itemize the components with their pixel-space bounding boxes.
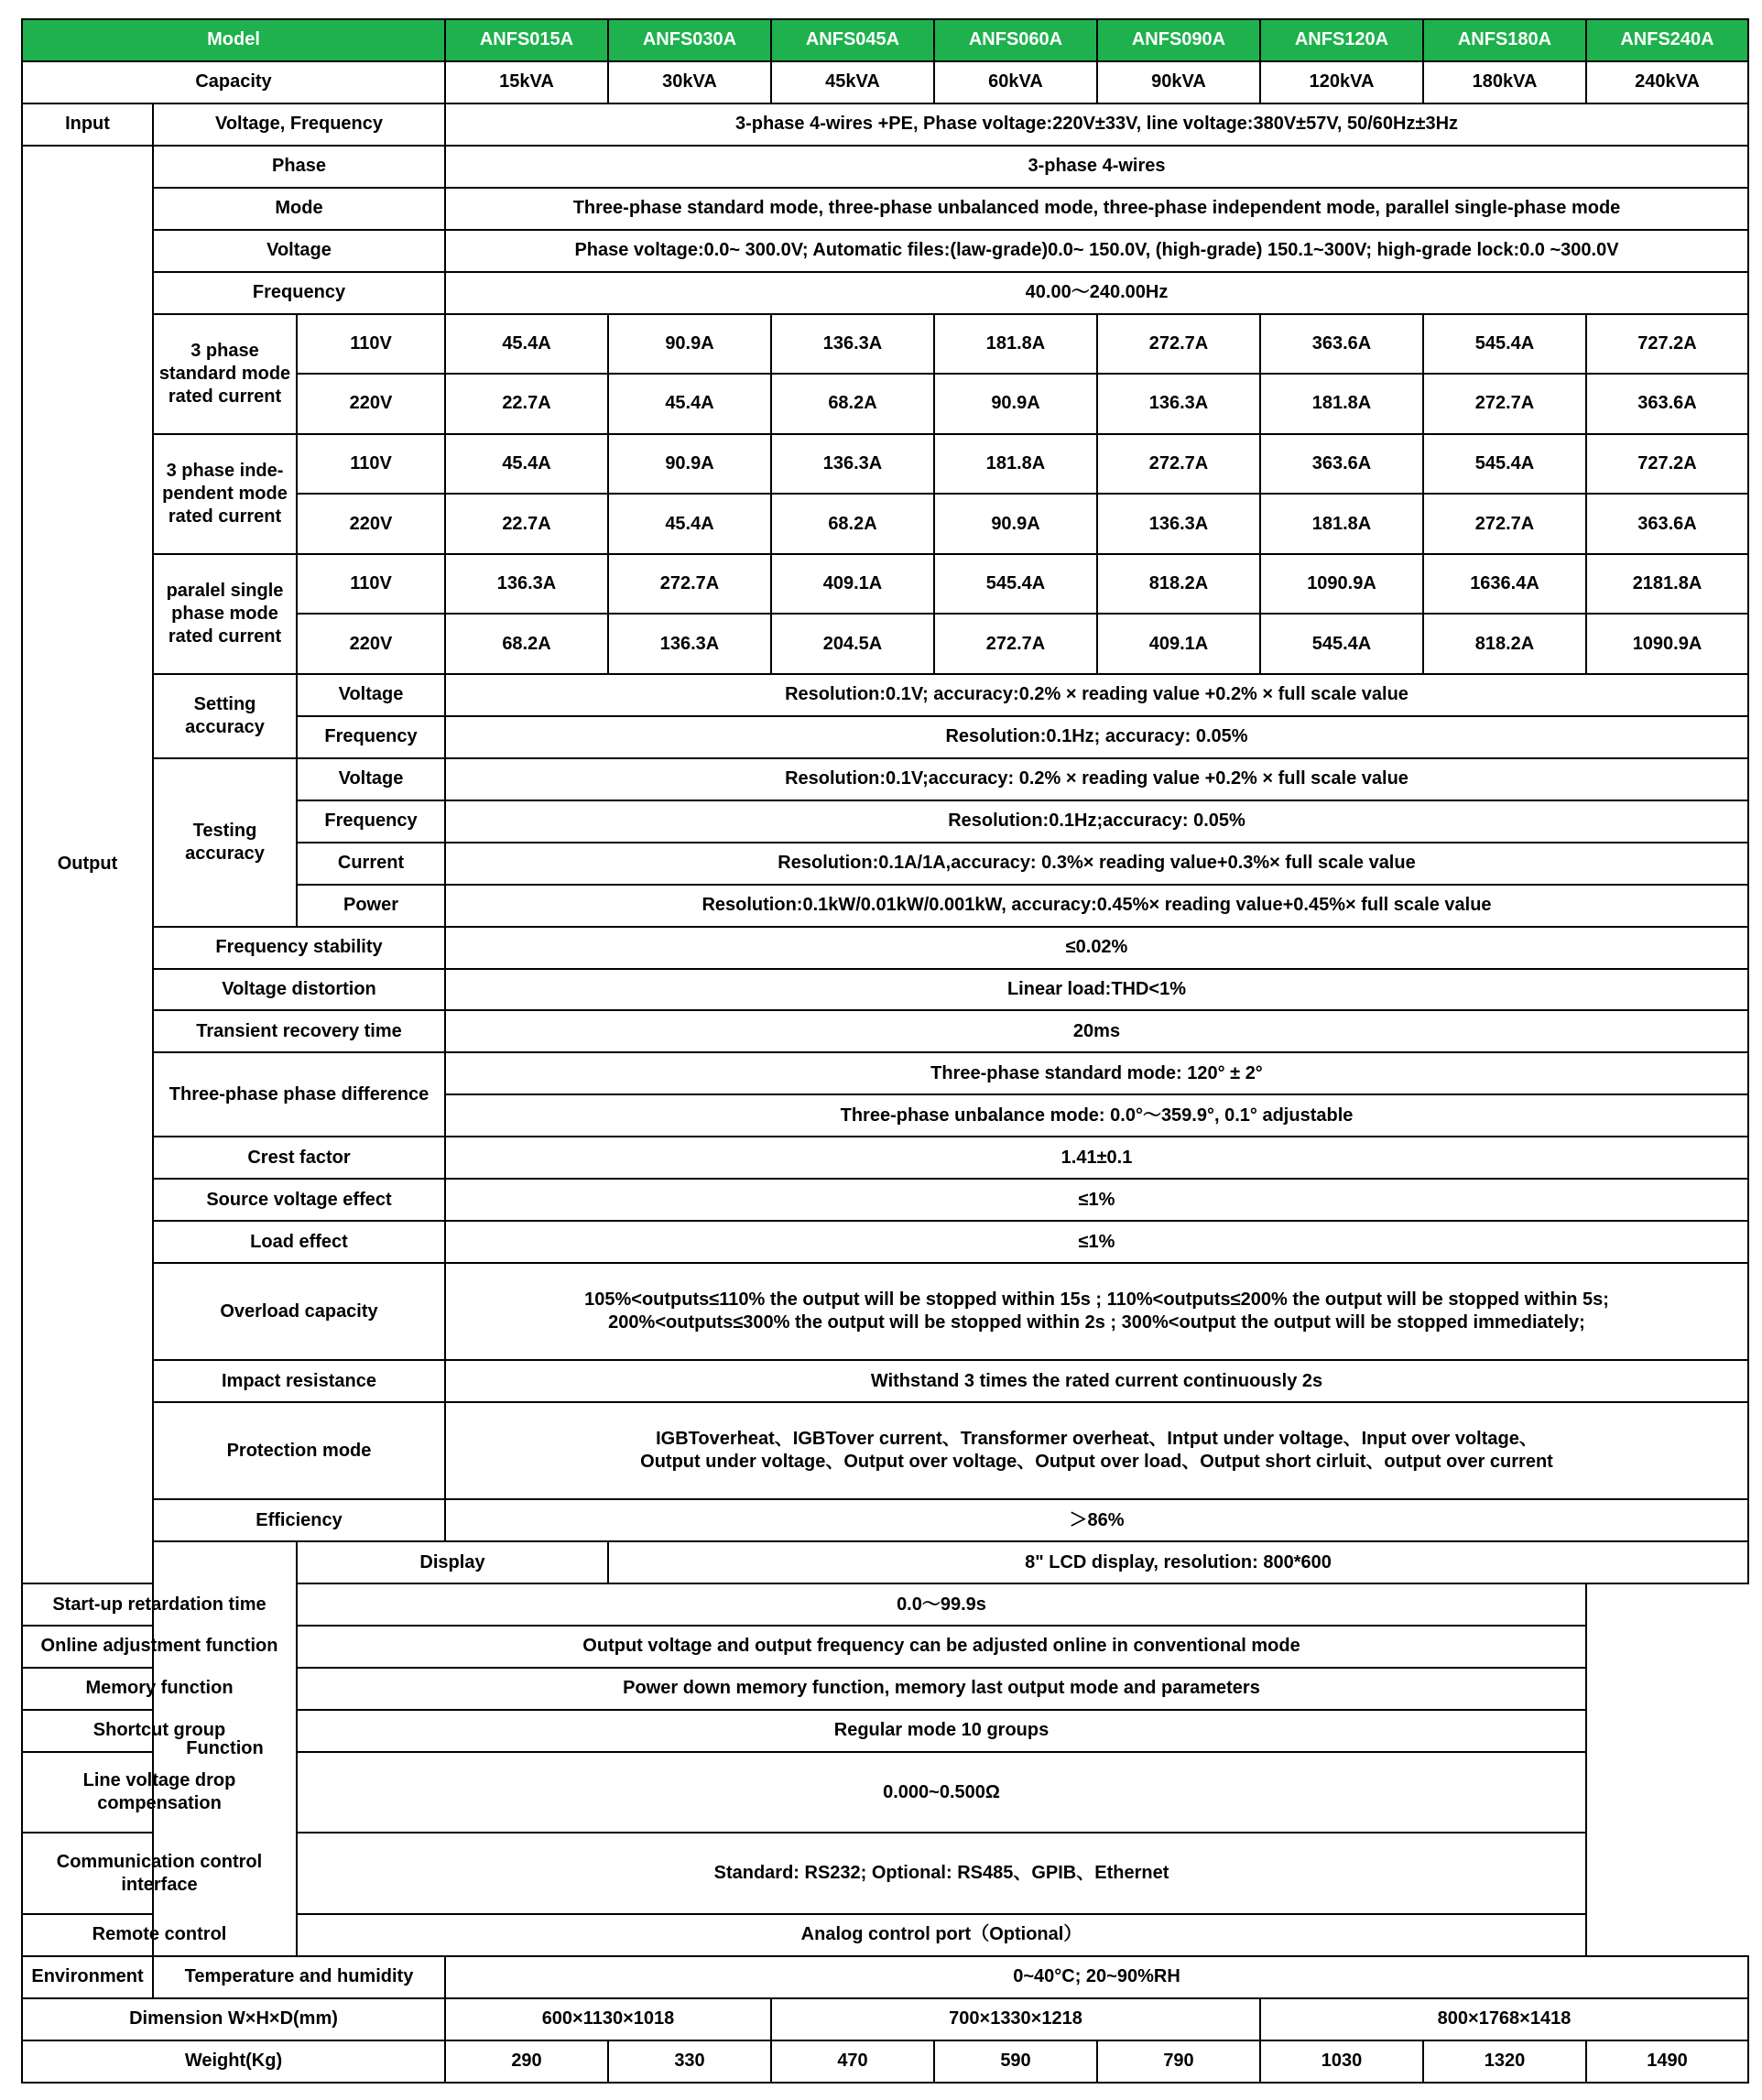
impact-resistance-label: Impact resistance (153, 1360, 445, 1402)
testing-frequency-value: Resolution:0.1Hz;accuracy: 0.05% (445, 800, 1748, 843)
protection-mode-value: IGBToverheat、IGBTover current、Transformer overheat、Intput under voltage、Input over voltage、 Output under voltage、Output over voltage、Output over load、Output short cirluit、output over current (445, 1402, 1748, 1499)
current-value: 409.1A (1097, 614, 1260, 674)
voltage-value: Phase voltage:0.0~ 300.0V; Automatic files:(law-grade)0.0~ 150.0V, (high-grade) 150.1~300V; high-grade lock:0.0 ~300.0V (445, 230, 1748, 272)
current-value: 90.9A (934, 494, 1097, 554)
weight-value: 790 (1097, 2040, 1260, 2083)
current-value: 545.4A (934, 554, 1097, 615)
testing-frequency-label: Frequency (297, 800, 445, 843)
temp-humidity-label: Temperature and humidity (153, 1956, 445, 1998)
line-drop-compensation-label: Line voltage drop compensation (22, 1752, 297, 1833)
dimension-value: 600×1130×1018 (445, 1998, 771, 2040)
dimension-label: Dimension W×H×D(mm) (22, 1998, 445, 2040)
memory-function-value: Power down memory function, memory last output mode and parameters (297, 1668, 1586, 1710)
current-value: 90.9A (608, 434, 771, 495)
voltage-label: Voltage (153, 230, 445, 272)
line-drop-compensation-value: 0.000~0.500Ω (297, 1752, 1586, 1833)
output-voltage-row (22, 230, 1748, 272)
parallel-mode-current-label: paralel single phase mode rated current (153, 554, 297, 674)
frequency-stability-value: ≤0.02% (445, 927, 1748, 969)
environment-section-label: Environment (22, 1956, 153, 1998)
memory-function-row (22, 1668, 1748, 1710)
current-value: 363.6A (1260, 314, 1423, 375)
efficiency-value: ＞86% (445, 1499, 1748, 1541)
spec-table (21, 18, 1749, 2084)
line-drop-compensation-row (22, 1752, 1748, 1833)
capacity-row (22, 61, 1748, 103)
testing-power-value: Resolution:0.1kW/0.01kW/0.001kW, accuracy:0.45%× reading value+0.45%× full scale value (445, 885, 1748, 927)
transient-recovery-label: Transient recovery time (153, 1010, 445, 1052)
mode-label: Mode (153, 188, 445, 230)
efficiency-label: Efficiency (153, 1499, 445, 1541)
weight-value: 1490 (1586, 2040, 1748, 2083)
weight-value: 470 (771, 2040, 934, 2083)
weight-row (22, 2040, 1748, 2083)
online-adjustment-row (22, 1626, 1748, 1668)
phase-difference-label: Three-phase phase difference (153, 1052, 445, 1137)
model-cell: ANFS045A (771, 19, 934, 61)
weight-value: 590 (934, 2040, 1097, 2083)
testing-voltage-label: Voltage (297, 758, 445, 800)
setting-voltage-label: Voltage (297, 674, 445, 716)
impact-resistance-row (22, 1360, 1748, 1402)
current-value: 22.7A (445, 494, 608, 554)
phase-label: Phase (153, 146, 445, 188)
transient-recovery-row (22, 1010, 1748, 1052)
display-value: 8" LCD display, resolution: 800*600 (608, 1541, 1748, 1583)
current-value: 272.7A (1097, 434, 1260, 495)
current-value: 136.3A (1097, 374, 1260, 434)
source-voltage-effect-label: Source voltage effect (153, 1179, 445, 1221)
voltage-level-label: 110V (297, 554, 445, 615)
current-value: 45.4A (445, 314, 608, 375)
current-value: 68.2A (771, 494, 934, 554)
frequency-stability-label: Frequency stability (153, 927, 445, 969)
current-value: 272.7A (1097, 314, 1260, 375)
voltage-distortion-value: Linear load:THD<1% (445, 969, 1748, 1011)
phase-difference-standard-row (22, 1052, 1748, 1094)
independent-110v-row (22, 434, 1748, 495)
current-value: 90.9A (934, 374, 1097, 434)
input-row (22, 103, 1748, 146)
current-value: 45.4A (608, 494, 771, 554)
dimension-row (22, 1998, 1748, 2040)
output-mode-row (22, 188, 1748, 230)
memory-function-label: Memory function (22, 1668, 297, 1710)
model-cell: ANFS090A (1097, 19, 1260, 61)
voltage-level-label: 220V (297, 374, 445, 434)
frequency-value: 40.00～240.00Hz (445, 272, 1748, 314)
weight-value: 290 (445, 2040, 608, 2083)
independent-mode-current-label: 3 phase inde- pendent mode rated current (153, 434, 297, 554)
current-value: 136.3A (608, 614, 771, 674)
current-value: 727.2A (1586, 434, 1748, 495)
current-value: 409.1A (771, 554, 934, 615)
capacity-value: 120kVA (1260, 61, 1423, 103)
current-value: 363.6A (1260, 434, 1423, 495)
display-label: Display (297, 1541, 608, 1583)
model-cell: ANFS030A (608, 19, 771, 61)
capacity-value: 90kVA (1097, 61, 1260, 103)
phase-difference-unbalance-value: Three-phase unbalance mode: 0.0°～359.9°, 0.1° adjustable (445, 1094, 1748, 1137)
parallel-110v-row (22, 554, 1748, 615)
current-value: 545.4A (1423, 314, 1586, 375)
online-adjustment-label: Online adjustment function (22, 1626, 297, 1668)
comm-interface-value: Standard: RS232; Optional: RS485、GPIB、Ethernet (297, 1833, 1586, 1914)
function-section-label: Function (153, 1541, 297, 1956)
testing-current-value: Resolution:0.1A/1A,accuracy: 0.3%× reading value+0.3%× full scale value (445, 843, 1748, 885)
overload-capacity-value: 105%<outputs≤110% the output will be stopped within 15s ; 110%<outputs≤200% the output will be stopped within 5s; 200%<outputs≤300% the output will be stopped within 2s ; 300%<output the output will be stopped immediately; (445, 1263, 1748, 1360)
weight-value: 1320 (1423, 2040, 1586, 2083)
setting-voltage-row (22, 674, 1748, 716)
source-voltage-effect-row (22, 1179, 1748, 1221)
current-value: 1636.4A (1423, 554, 1586, 615)
capacity-value: 180kVA (1423, 61, 1586, 103)
environment-row (22, 1956, 1748, 1998)
current-value: 45.4A (608, 374, 771, 434)
capacity-value: 60kVA (934, 61, 1097, 103)
load-effect-row (22, 1221, 1748, 1263)
remote-control-label: Remote control (22, 1914, 297, 1956)
testing-current-label: Current (297, 843, 445, 885)
current-value: 181.8A (1260, 494, 1423, 554)
protection-mode-label: Protection mode (153, 1402, 445, 1499)
model-cell: ANFS060A (934, 19, 1097, 61)
crest-factor-row (22, 1137, 1748, 1179)
protection-mode-row (22, 1402, 1748, 1499)
capacity-value: 15kVA (445, 61, 608, 103)
shortcut-group-row (22, 1710, 1748, 1752)
load-effect-value: ≤1% (445, 1221, 1748, 1263)
crest-factor-value: 1.41±0.1 (445, 1137, 1748, 1179)
startup-retardation-value: 0.0～99.9s (297, 1583, 1586, 1626)
input-voltage-frequency-value: 3-phase 4-wires +PE, Phase voltage:220V±33V, line voltage:380V±57V, 50/60Hz±3Hz (445, 103, 1748, 146)
phase-difference-standard-value: Three-phase standard mode: 120° ± 2° (445, 1052, 1748, 1094)
voltage-level-label: 220V (297, 614, 445, 674)
current-value: 818.2A (1423, 614, 1586, 674)
current-value: 68.2A (445, 614, 608, 674)
current-value: 545.4A (1423, 434, 1586, 495)
current-value: 2181.8A (1586, 554, 1748, 615)
standard-mode-current-label: 3 phase standard mode rated current (153, 314, 297, 434)
current-value: 727.2A (1586, 314, 1748, 375)
temp-humidity-value: 0~40°C; 20~90%RH (445, 1956, 1748, 1998)
model-cell: ANFS180A (1423, 19, 1586, 61)
dimension-value: 700×1330×1218 (771, 1998, 1260, 2040)
crest-factor-label: Crest factor (153, 1137, 445, 1179)
current-value: 136.3A (1097, 494, 1260, 554)
current-value: 204.5A (771, 614, 934, 674)
overload-capacity-row (22, 1263, 1748, 1360)
frequency-stability-row (22, 927, 1748, 969)
current-value: 136.3A (445, 554, 608, 615)
output-phase-row (22, 146, 1748, 188)
current-value: 1090.9A (1586, 614, 1748, 674)
current-value: 181.8A (1260, 374, 1423, 434)
dimension-value: 800×1768×1418 (1260, 1998, 1748, 2040)
standard-110v-row (22, 314, 1748, 375)
model-cell: ANFS240A (1586, 19, 1748, 61)
comm-interface-label: Communication control interface (22, 1833, 297, 1914)
capacity-label: Capacity (22, 61, 445, 103)
impact-resistance-value: Withstand 3 times the rated current continuously 2s (445, 1360, 1748, 1402)
current-value: 272.7A (608, 554, 771, 615)
header-row (22, 19, 1748, 61)
setting-accuracy-label: Setting accuracy (153, 674, 297, 758)
current-value: 272.7A (934, 614, 1097, 674)
mode-value: Three-phase standard mode, three-phase unbalanced mode, three-phase independent mode, parallel single-phase mode (445, 188, 1748, 230)
source-voltage-effect-value: ≤1% (445, 1179, 1748, 1221)
weight-label: Weight(Kg) (22, 2040, 445, 2083)
overload-capacity-label: Overload capacity (153, 1263, 445, 1360)
input-section-label: Input (22, 103, 153, 146)
remote-control-value: Analog control port（Optional） (297, 1914, 1586, 1956)
voltage-level-label: 220V (297, 494, 445, 554)
phase-value: 3-phase 4-wires (445, 146, 1748, 188)
current-value: 22.7A (445, 374, 608, 434)
shortcut-group-value: Regular mode 10 groups (297, 1710, 1586, 1752)
setting-frequency-value: Resolution:0.1Hz; accuracy: 0.05% (445, 716, 1748, 758)
current-value: 818.2A (1097, 554, 1260, 615)
header-model-label: Model (22, 19, 445, 61)
setting-frequency-label: Frequency (297, 716, 445, 758)
current-value: 272.7A (1423, 494, 1586, 554)
model-cell: ANFS015A (445, 19, 608, 61)
transient-recovery-value: 20ms (445, 1010, 1748, 1052)
testing-voltage-row (22, 758, 1748, 800)
voltage-distortion-label: Voltage distortion (153, 969, 445, 1011)
frequency-label: Frequency (153, 272, 445, 314)
display-row (22, 1541, 1748, 1583)
current-value: 1090.9A (1260, 554, 1423, 615)
voltage-distortion-row (22, 969, 1748, 1011)
current-value: 90.9A (608, 314, 771, 375)
startup-retardation-label: Start-up retardation time (22, 1583, 297, 1626)
online-adjustment-value: Output voltage and output frequency can be adjusted online in conventional mode (297, 1626, 1586, 1668)
current-value: 363.6A (1586, 494, 1748, 554)
current-value: 45.4A (445, 434, 608, 495)
testing-power-label: Power (297, 885, 445, 927)
voltage-level-label: 110V (297, 314, 445, 375)
startup-retardation-row (22, 1583, 1748, 1626)
current-value: 181.8A (934, 314, 1097, 375)
current-value: 136.3A (771, 434, 934, 495)
voltage-level-label: 110V (297, 434, 445, 495)
testing-accuracy-label: Testing accuracy (153, 758, 297, 927)
remote-control-row (22, 1914, 1748, 1956)
setting-voltage-value: Resolution:0.1V; accuracy:0.2% × reading value +0.2% × full scale value (445, 674, 1748, 716)
weight-value: 1030 (1260, 2040, 1423, 2083)
weight-value: 330 (608, 2040, 771, 2083)
capacity-value: 45kVA (771, 61, 934, 103)
model-cell: ANFS120A (1260, 19, 1423, 61)
capacity-value: 240kVA (1586, 61, 1748, 103)
load-effect-label: Load effect (153, 1221, 445, 1263)
capacity-value: 30kVA (608, 61, 771, 103)
current-value: 363.6A (1586, 374, 1748, 434)
current-value: 545.4A (1260, 614, 1423, 674)
current-value: 181.8A (934, 434, 1097, 495)
current-value: 68.2A (771, 374, 934, 434)
output-frequency-row (22, 272, 1748, 314)
comm-interface-row (22, 1833, 1748, 1914)
current-value: 272.7A (1423, 374, 1586, 434)
current-value: 136.3A (771, 314, 934, 375)
input-voltage-frequency-label: Voltage, Frequency (153, 103, 445, 146)
efficiency-row (22, 1499, 1748, 1541)
shortcut-group-label: Shortcut group (22, 1710, 297, 1752)
testing-voltage-value: Resolution:0.1V;accuracy: 0.2% × reading value +0.2% × full scale value (445, 758, 1748, 800)
output-section-label: Output (22, 146, 153, 1583)
